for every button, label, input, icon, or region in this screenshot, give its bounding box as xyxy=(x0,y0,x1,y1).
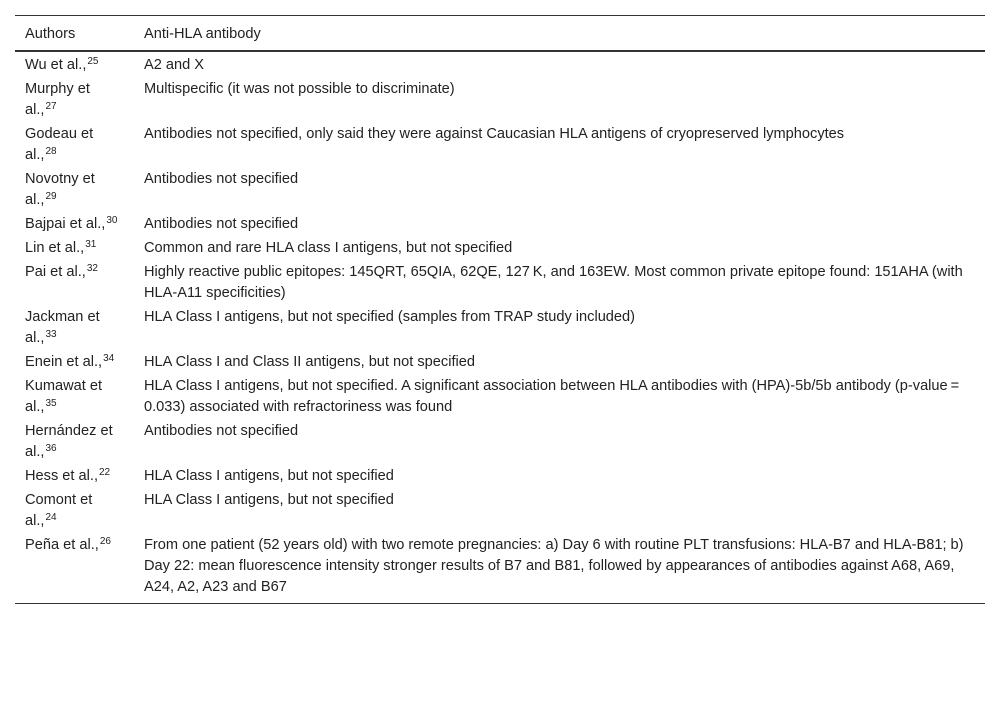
author-cell xyxy=(15,76,134,121)
antibody-cell: Antibodies not specified, only said they were against Caucasian HLA antigens of cryopreserved lymphocytes xyxy=(144,126,845,142)
header-row xyxy=(15,16,985,52)
author-cell xyxy=(15,463,134,487)
author-cell xyxy=(15,121,134,166)
author-name: Jackman et al., xyxy=(25,309,100,346)
reference-number: 35 xyxy=(45,398,57,409)
author-cell xyxy=(15,166,134,211)
reference-number: 31 xyxy=(85,239,97,250)
antibody-cell: Antibodies not specified xyxy=(144,423,299,439)
author-cell xyxy=(15,373,134,418)
antibody-cell: HLA Class I and Class II antigens, but not specified xyxy=(144,354,475,370)
antibody-cell: Common and rare HLA class I antigens, but not specified xyxy=(144,240,513,256)
table-row xyxy=(15,259,985,304)
reference-number: 33 xyxy=(45,329,57,340)
table-row xyxy=(15,121,985,166)
table-row xyxy=(15,373,985,418)
table-row xyxy=(15,532,985,604)
header-authors: Authors xyxy=(25,26,76,42)
antibody-cell: HLA Class I antigens, but not specified. A significant association between HLA antibodies with (HPA)-5b/5b antibody (p-value = 0.033) associated with refractoriness was found xyxy=(144,378,963,415)
author-name: Kumawat et al., xyxy=(25,378,103,415)
table-row xyxy=(15,211,985,235)
reference-number: 25 xyxy=(87,56,99,67)
table-row xyxy=(15,235,985,259)
table-row xyxy=(15,418,985,463)
reference-number: 28 xyxy=(45,146,57,157)
antibody-cell: HLA Class I antigens, but not specified (samples from TRAP study included) xyxy=(144,309,636,325)
table-row xyxy=(15,166,985,211)
antibody-cell: Multispecific (it was not possible to discriminate) xyxy=(144,81,455,97)
reference-number: 27 xyxy=(45,101,57,112)
antibody-cell: HLA Class I antigens, but not specified xyxy=(144,468,394,484)
author-name: Hess et al., xyxy=(25,468,98,484)
table-row xyxy=(15,487,985,532)
author-name: Comont et al., xyxy=(25,492,93,529)
anti-hla-antibody-table xyxy=(15,15,985,604)
author-name: Peña et al., xyxy=(25,537,99,553)
table-body xyxy=(15,51,985,604)
author-cell xyxy=(15,532,134,604)
author-cell xyxy=(15,304,134,349)
table-header xyxy=(15,16,985,52)
author-cell xyxy=(15,51,134,76)
author-name: Wu et al., xyxy=(25,57,87,73)
table-row xyxy=(15,51,985,76)
author-name: Novotny et al., xyxy=(25,171,95,208)
table-row xyxy=(15,76,985,121)
table-container xyxy=(15,15,985,604)
table-row xyxy=(15,349,985,373)
table-row xyxy=(15,463,985,487)
antibody-cell: Antibodies not specified xyxy=(144,171,299,187)
antibody-cell: From one patient (52 years old) with two remote pregnancies: a) Day 6 with routine PLT transfusions: HLA-B7 and HLA-B81; b) Day 22: mean fluorescence intensity stronger results of B7 and B81, followed by appearances of antibodies against A68, A69, A24, A2, A23 and B67 xyxy=(144,537,964,595)
author-name: Enein et al., xyxy=(25,354,103,370)
reference-number: 29 xyxy=(45,191,57,202)
reference-number: 26 xyxy=(99,536,111,547)
author-name: Hernández et al., xyxy=(25,423,113,460)
antibody-cell: Highly reactive public epitopes: 145QRT, 65QIA, 62QE, 127 K, and 163EW. Most common private epitope found: 151AHA (with HLA-A11 specificities) xyxy=(144,264,963,301)
author-cell xyxy=(15,235,134,259)
reference-number: 32 xyxy=(86,263,98,274)
author-name: Murphy et al., xyxy=(25,81,90,118)
author-name: Godeau et al., xyxy=(25,126,94,163)
author-cell xyxy=(15,487,134,532)
reference-number: 22 xyxy=(99,467,111,478)
author-name: Pai et al., xyxy=(25,264,86,280)
author-cell xyxy=(15,211,134,235)
table-row xyxy=(15,304,985,349)
antibody-cell: A2 and X xyxy=(144,57,205,73)
author-name: Bajpai et al., xyxy=(25,216,106,232)
reference-number: 36 xyxy=(45,443,57,454)
reference-number: 34 xyxy=(103,353,115,364)
reference-number: 24 xyxy=(45,512,57,523)
author-name: Lin et al., xyxy=(25,240,85,256)
author-cell xyxy=(15,418,134,463)
header-anti-hla-antibody: Anti-HLA antibody xyxy=(144,26,261,42)
antibody-cell: HLA Class I antigens, but not specified xyxy=(144,492,394,508)
reference-number: 30 xyxy=(106,215,118,226)
antibody-cell: Antibodies not specified xyxy=(144,216,299,232)
author-cell xyxy=(15,349,134,373)
author-cell xyxy=(15,259,134,304)
